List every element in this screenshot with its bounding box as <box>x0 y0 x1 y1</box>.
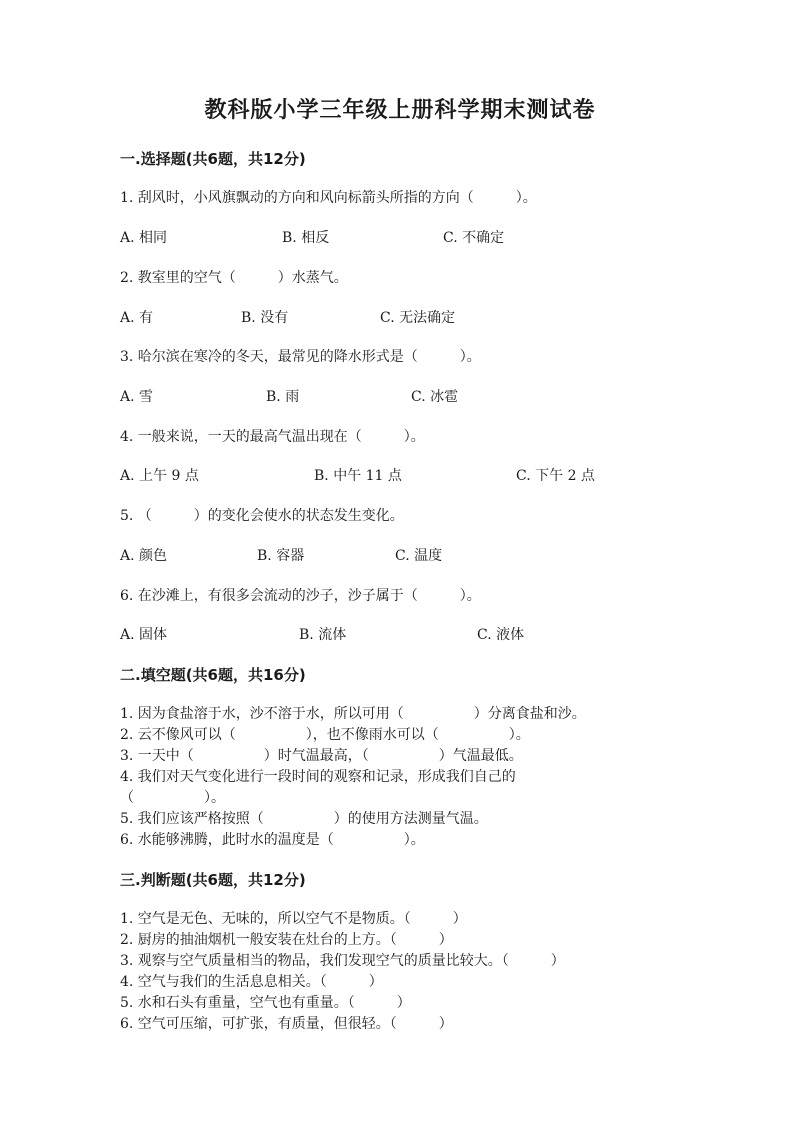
fill-line: （ ）。 <box>120 790 225 806</box>
option-b: B. 没有 <box>241 310 289 326</box>
option-a: A. 上午 9 点 <box>120 468 199 484</box>
question-text: 2. 教室里的空气（ ）水蒸气。 <box>120 270 348 286</box>
fill-line: 6. 水能够沸腾，此时水的温度是（ ）。 <box>120 832 425 848</box>
fill-line: 4. 我们对天气变化进行一段时间的观察和记录，形成我们自己的 <box>120 769 516 785</box>
question-text: 1. 刮风时，小风旗飘动的方向和风向标箭头所指的方向（ ）。 <box>120 190 537 206</box>
fill-line: 2. 云不像风可以（ ），也不像雨水可以（ ）。 <box>120 727 530 743</box>
option-a: A. 颜色 <box>120 548 168 564</box>
question-text: 5. （ ）的变化会使水的状态发生变化。 <box>120 508 404 524</box>
option-b: B. 流体 <box>299 627 347 643</box>
question-text: 4. 一般来说，一天的最高气温出现在（ ）。 <box>120 429 425 445</box>
judge-line: 4. 空气与我们的生活息息相关。（ ） <box>120 974 383 990</box>
option-a: A. 相同 <box>120 230 168 246</box>
option-c: C. 温度 <box>395 548 443 564</box>
option-a: A. 有 <box>120 310 154 326</box>
option-b: B. 雨 <box>266 389 300 405</box>
judge-line: 2. 厨房的抽油烟机一般安装在灶台的上方。（ ） <box>120 932 453 948</box>
fill-line: 5. 我们应该严格按照（ ）的使用方法测量气温。 <box>120 811 488 827</box>
option-c: C. 液体 <box>477 627 525 643</box>
fill-line: 1. 因为食盐溶于水，沙不溶于水，所以可用（ ）分离食盐和沙。 <box>120 706 586 722</box>
option-c: C. 下午 2 点 <box>516 468 595 484</box>
option-b: B. 中午 11 点 <box>314 468 402 484</box>
question-text: 6. 在沙滩上，有很多会流动的沙子，沙子属于（ ）。 <box>120 588 481 604</box>
section-heading-fill: 二.填空题(共6题，共16分) <box>120 666 306 684</box>
section-heading-choice: 一.选择题(共6题，共12分) <box>120 150 306 168</box>
option-b: B. 相反 <box>282 230 330 246</box>
option-b: B. 容器 <box>257 548 305 564</box>
option-c: C. 冰雹 <box>411 389 459 405</box>
judge-line: 3. 观察与空气质量相当的物品，我们发现空气的质量比较大。（ ） <box>120 953 565 969</box>
option-a: A. 雪 <box>120 389 154 405</box>
option-c: C. 不确定 <box>443 230 505 246</box>
page-title: 教科版小学三年级上册科学期末测试卷 <box>204 98 596 123</box>
judge-line: 5. 水和石头有重量，空气也有重量。（ ） <box>120 995 411 1011</box>
option-a: A. 固体 <box>120 627 168 643</box>
judge-line: 1. 空气是无色、无味的，所以空气不是物质。（ ） <box>120 911 467 927</box>
option-c: C. 无法确定 <box>380 310 456 326</box>
section-heading-judge: 三.判断题(共6题，共12分) <box>120 871 306 889</box>
question-text: 3. 哈尔滨在寒冷的冬天，最常见的降水形式是（ ）。 <box>120 349 481 365</box>
judge-line: 6. 空气可压缩，可扩张，有质量，但很轻。（ ） <box>120 1016 453 1032</box>
fill-line: 3. 一天中（ ）时气温最高，（ ）气温最低。 <box>120 748 523 764</box>
